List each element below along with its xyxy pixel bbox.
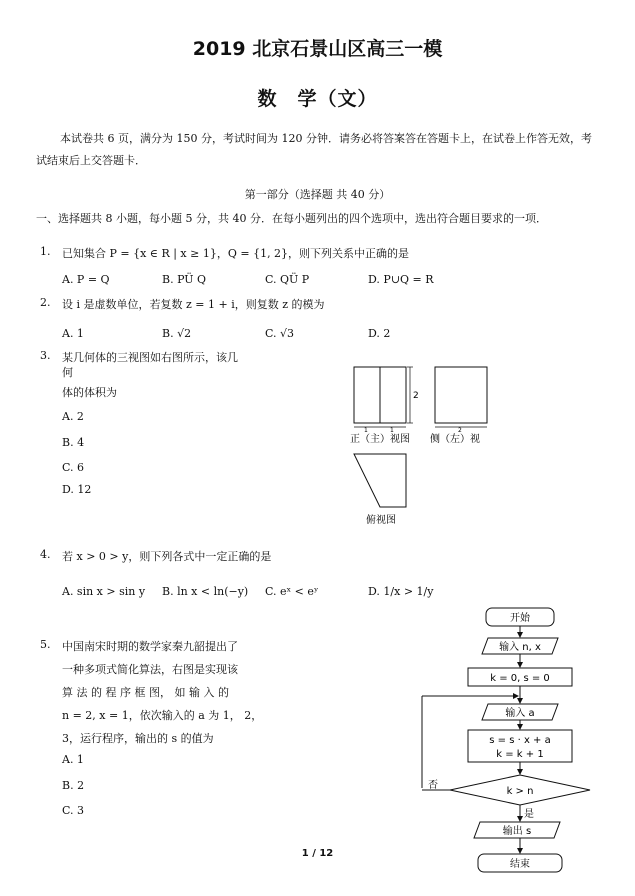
flow-yes-label: 是 bbox=[524, 809, 534, 820]
q3-number: 3. bbox=[40, 349, 51, 362]
flow-output-label: 输出 s bbox=[502, 826, 532, 837]
q3-stem-line2: 何 bbox=[62, 366, 73, 379]
front-view-label: 正（主）视图 bbox=[350, 434, 410, 445]
subject-title: 数 学（文） bbox=[257, 88, 378, 110]
q4-number: 4. bbox=[40, 548, 51, 561]
part-heading: 第一部分（选择题 共 40 分） bbox=[244, 188, 391, 201]
q4-option-b: B. ln x < ln(−y) bbox=[162, 585, 249, 598]
dim-width-2: 1 bbox=[390, 427, 394, 434]
q4-option-c: C. eˣ < eʸ bbox=[265, 585, 319, 598]
q5-option-b: B. 2 bbox=[62, 779, 85, 792]
dim-side: 2 bbox=[458, 427, 462, 434]
q2-option-a: A. 1 bbox=[62, 327, 84, 340]
flow-body-line1: s = s · x + a bbox=[489, 735, 551, 746]
q3-stem-line1: 某几何体的三视图如右图所示，该几 bbox=[62, 351, 238, 364]
flow-input-nx-label: 输入 n, x bbox=[499, 642, 541, 653]
q2-number: 2. bbox=[40, 296, 51, 309]
flow-input-a-label: 输入 a bbox=[505, 708, 535, 719]
top-view bbox=[354, 454, 406, 507]
top-view-label: 俯视图 bbox=[366, 515, 396, 526]
q5-option-c: C. 3 bbox=[62, 804, 85, 817]
dim-width-1: 1 bbox=[364, 427, 368, 434]
exam-instructions: 本试卷共 6 页，满分为 150 分，考试时间为 120 分钟．请务必将答案答在答题卡上，在试卷上作答无效，考试结束后上交答题卡． bbox=[36, 132, 592, 167]
q4-option-a: A. sin x > sin y bbox=[62, 585, 146, 598]
flow-end-label: 结束 bbox=[510, 859, 530, 870]
q2-option-b: B. √2 bbox=[162, 327, 192, 340]
three-view-figure bbox=[340, 360, 500, 530]
q1-option-b: B. PÜ Q bbox=[162, 273, 207, 286]
q5-option-a: A. 1 bbox=[62, 753, 84, 766]
side-view bbox=[435, 367, 487, 423]
q3-option-c: C. 6 bbox=[62, 461, 85, 474]
flow-no-label: 否 bbox=[428, 780, 438, 791]
q2-option-c: C. √3 bbox=[265, 327, 295, 340]
q2-option-d: D. 2 bbox=[368, 327, 391, 340]
q5-stem-line2: 一种多项式简化算法，右图是实现该 bbox=[62, 663, 238, 676]
flow-init-label: k = 0, s = 0 bbox=[490, 673, 550, 684]
q1-option-d: D. P∪Q = R bbox=[368, 273, 434, 286]
page-number: 1 / 12 bbox=[301, 848, 334, 859]
section-heading: 一、选择题共 8 小题，每小题 5 分，共 40 分．在每小题列出的四个选项中，选出符合题目要求的一项． bbox=[36, 212, 547, 225]
q5-stem-line5: 3，运行程序，输出的 s 的值为 bbox=[62, 732, 214, 745]
dim-height: 2 bbox=[413, 391, 419, 401]
q1-option-a: A. P = Q bbox=[62, 273, 110, 286]
q4-option-d: D. 1/x > 1/y bbox=[368, 585, 434, 598]
q3-option-a: A. 2 bbox=[62, 410, 84, 423]
flow-start-label: 开始 bbox=[510, 613, 530, 624]
flow-decision-label: k > n bbox=[506, 786, 534, 797]
q1-number: 1. bbox=[40, 245, 51, 258]
q3-option-d: D. 12 bbox=[62, 483, 92, 496]
page-title: 2019 北京石景山区高三一模 bbox=[192, 38, 443, 60]
q3-option-b: B. 4 bbox=[62, 436, 85, 449]
q2-stem: 设 i 是虚数单位，若复数 z = 1 + i，则复数 z 的模为 bbox=[62, 298, 325, 311]
q5-stem-line3: 算 法 的 程 序 框 图， 如 输 入 的 bbox=[62, 686, 229, 699]
q3-stem-line3: 体的体积为 bbox=[62, 386, 117, 399]
flow-body-line2: k = k + 1 bbox=[496, 749, 544, 760]
q1-stem: 已知集合 P = {x ∈ R | x ≥ 1}，Q = {1, 2}，则下列关系中正确的是 bbox=[62, 247, 410, 260]
q4-stem: 若 x > 0 > y，则下列各式中一定正确的是 bbox=[62, 550, 272, 563]
q1-option-c: C. QÜ P bbox=[265, 273, 310, 286]
q5-stem-line4: n = 2, x = 1，依次输入的 a 为 1， 2， bbox=[62, 709, 263, 722]
q5-number: 5. bbox=[40, 638, 51, 651]
side-view-label: 侧（左）视 bbox=[430, 434, 480, 445]
q5-stem-line1: 中国南宋时期的数学家秦九韶提出了 bbox=[62, 640, 238, 653]
flowchart bbox=[418, 600, 618, 878]
